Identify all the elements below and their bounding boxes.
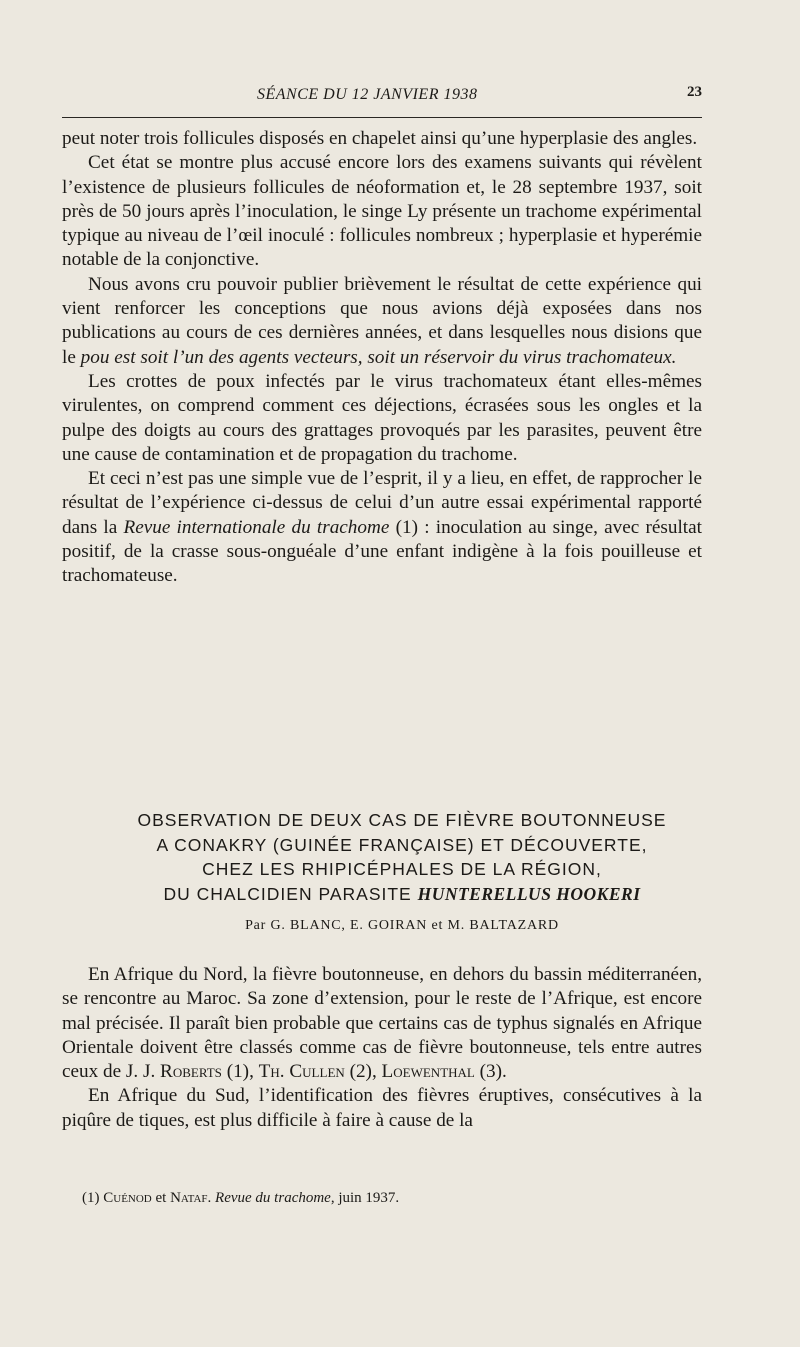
italic-run: Revue internationale du trachome [123, 516, 390, 538]
paragraph [62, 273, 702, 370]
title-line: OBSERVATION DE DEUX CAS DE FIÈVRE BOUTONNEUSE [137, 810, 667, 830]
text-run: (1), [221, 1061, 259, 1083]
article-text [62, 963, 702, 1133]
paragraph: Les crottes de poux infectés par le virus trachomateux étant elles-mêmes virulentes, on comprend comment ces déjections, écrasées sous les ongles et la pulpe des doigts au cours des grattages provoqués par les parasites, peuvent être une cause de contamination et de propagation du trachome. [62, 370, 702, 465]
footnote-mark: (1) [82, 1190, 104, 1206]
author-name: Roberts [160, 1061, 222, 1083]
text-run: Nous avons cru pouvoir publier brièvement le résultat de cette expérience qui vient renforcer les conceptions que nous avions déjà exposées dans nos publications au cours de ces dernières années, et dans lesquelles nous disions que le [62, 273, 702, 368]
author-name: Loewenthal [381, 1061, 475, 1083]
running-title: SÉANCE DU 12 JANVIER 1938 [257, 86, 478, 103]
text-run: (1) : inoculation au singe, avec résultat positif, de la crasse sous-onguéale d’une enfant indigène à la fois pouilleuse et trachomateuse. [62, 516, 702, 587]
paragraph: Cet état se montre plus accusé encore lors des examens suivants qui révèlent l’existence de plusieurs follicules de néoformation et, le 28 septembre 1937, soit près de 50 jours après l’inoculation, le singe Ly présente un trachome expérimental typique au niveau de l’œil inoculé : follicules nombreux ; hyperplasie et hyperémie notable de la conjonctive. [62, 152, 702, 271]
article-authors: Par G. BLANC, E. GOIRAN et M. BALTAZARD [245, 918, 559, 933]
page-number: 23 [687, 84, 702, 100]
italic-run: HUNTERELLUS HOOKERI [417, 883, 641, 904]
article-title [62, 808, 742, 906]
journal-title: Revue du trachome [215, 1190, 331, 1206]
author-name: Th. Cullen [258, 1061, 345, 1083]
title-line [62, 882, 742, 907]
text-run: Et ceci n’est pas une simple vue de l’esprit, il y a lieu, en effet, de rapprocher le résultat de l’expérience ci-dessus de celui d’un autre essai expérimental rapporté dans la [62, 468, 702, 538]
text-run: (2), [344, 1061, 382, 1083]
text-run: DU CHALCIDIEN PARASITE [163, 883, 418, 904]
author-name: Nataf [170, 1190, 208, 1206]
paragraph [62, 963, 702, 1084]
text-run: . [207, 1190, 216, 1206]
footnote [82, 1190, 682, 1207]
italic-run: pou est soit l’un des agents vecteurs, soit un réservoir du virus trachomateux. [80, 346, 677, 368]
paragraph: peut noter trois follicules disposés en chapelet ainsi qu’une hyperplasie des angles. [62, 128, 698, 149]
running-head [62, 84, 702, 108]
text-run: et [151, 1190, 171, 1206]
paragraph [62, 467, 702, 588]
text-run: En Afrique du Nord, la fièvre boutonneuse, en dehors du bassin méditerranéen, se rencontre au Maroc. Sa zone d’extension, pour le reste de l’Afrique, est encore mal précisée. Il paraît bien probable que certains cas de typhus signalés en Afrique Orientale doivent être classés comme cas de fièvre boutonneuse, tels entre autres ceux de J. J. [62, 964, 702, 1083]
header-rule [62, 117, 702, 118]
continued-text [62, 127, 702, 589]
text-run: , juin 1937. [330, 1190, 400, 1206]
author-name: Cuénod [103, 1190, 152, 1206]
paragraph: En Afrique du Sud, l’identification des fièvres éruptives, consécutives à la piqûre de tiques, est plus difficile à faire à cause de la [62, 1085, 702, 1131]
title-line: A CONAKRY (GUINÉE FRANÇAISE) ET DÉCOUVERTE, [156, 834, 648, 855]
text-run: (3). [474, 1061, 507, 1083]
title-line: CHEZ LES RHIPICÉPHALES DE LA RÉGION, [202, 859, 602, 879]
